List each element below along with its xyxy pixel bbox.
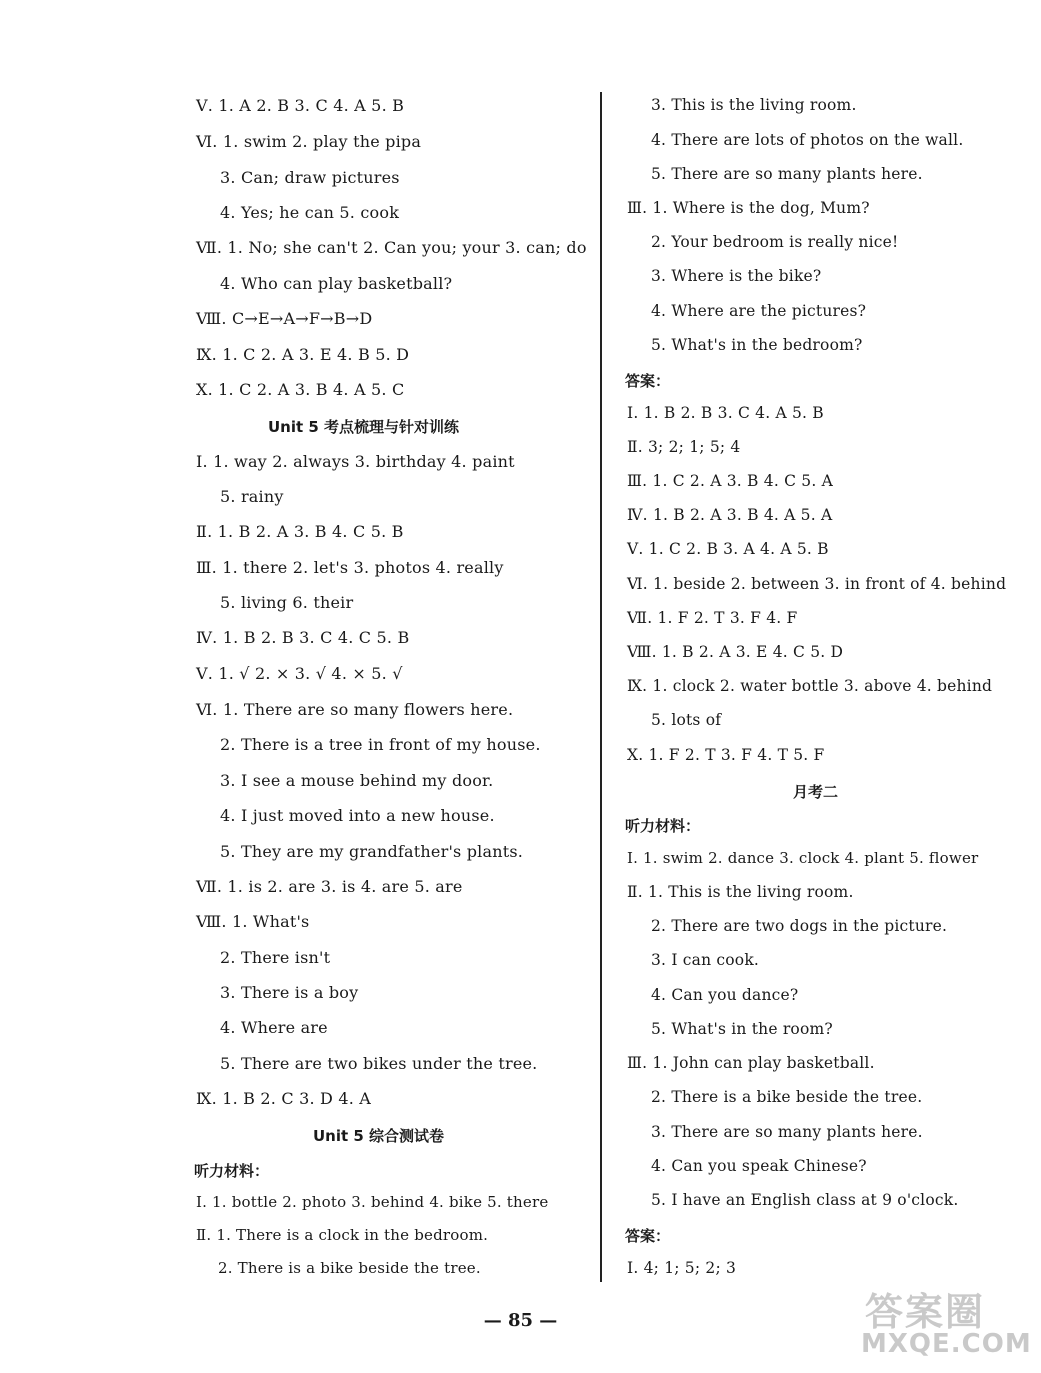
answer-line: Ⅶ. 1. No; she can't 2. Can you; your 3. can; do [196, 238, 587, 257]
answer-line: Ⅴ. 1. A 2. B 3. C 4. A 5. B [196, 96, 405, 115]
answer-line: Ⅷ. C→E→A→F→B→D [196, 309, 373, 328]
answer-line: 3. I can cook. [651, 951, 760, 969]
answer-line: Ⅲ. 1. John can play basketball. [627, 1054, 875, 1072]
subsection-heading: 答案： [625, 372, 671, 390]
answer-line: 5. There are two bikes under the tree. [220, 1054, 538, 1073]
answer-line: Ⅵ. 1. beside 2. between 3. in front of 4. behind [627, 575, 1007, 593]
answer-line: Ⅸ. 1. C 2. A 3. E 4. B 5. D [196, 345, 410, 364]
answer-line: 5. lots of [651, 711, 722, 729]
answer-line: 4. There are lots of photos on the wall. [651, 131, 964, 149]
answer-line: 4. Can you dance? [651, 986, 799, 1004]
answer-line: 2. Your bedroom is really nice! [651, 233, 899, 251]
answer-line: Ⅴ. 1. C 2. B 3. A 4. A 5. B [627, 540, 829, 558]
answer-line: Ⅱ. 1. B 2. A 3. B 4. C 5. B [196, 522, 404, 541]
watermark-text-en: MXQE.COM [861, 1329, 1032, 1359]
watermark-logo [861, 1281, 1031, 1359]
answer-line: 3. Can; draw pictures [220, 168, 400, 187]
answer-line: Ⅰ. 1. way 2. always 3. birthday 4. paint [196, 452, 515, 471]
answer-line: 3. I see a mouse behind my door. [220, 771, 494, 790]
answer-line: 2. There are two dogs in the picture. [651, 917, 948, 935]
answer-line: 3. There are so many plants here. [651, 1123, 923, 1141]
answer-line: 4. I just moved into a new house. [220, 806, 495, 825]
answer-line: 3. There is a boy [220, 983, 359, 1002]
answer-line: 5. I have an English class at 9 o'clock. [651, 1191, 959, 1209]
answer-line: 4. Can you speak Chinese? [651, 1157, 867, 1175]
answer-line: Ⅵ. 1. There are so many flowers here. [196, 700, 514, 719]
answer-line: 5. living 6. their [220, 593, 354, 612]
subsection-heading: 听力材料： [194, 1162, 270, 1180]
answer-line: 3. Where is the bike? [651, 267, 822, 285]
answer-line: Ⅱ. 3; 2; 1; 5; 4 [627, 438, 741, 456]
answer-line: Ⅸ. 1. B 2. C 3. D 4. A [196, 1089, 372, 1108]
answer-line: 2. There is a tree in front of my house. [220, 735, 541, 754]
subsection-heading: 听力材料： [625, 817, 701, 835]
answer-line: 5. rainy [220, 487, 284, 506]
section-heading: 月考二 [793, 783, 839, 801]
answer-line: 4. Where are [220, 1018, 328, 1037]
answer-line: 4. Who can play basketball? [220, 274, 453, 293]
answer-line: Ⅰ. 1. swim 2. dance 3. clock 4. plant 5. flower [627, 849, 979, 867]
answer-line: Ⅹ. 1. F 2. T 3. F 4. T 5. F [627, 746, 825, 764]
section-heading: Unit 5 考点梳理与针对训练 [268, 418, 460, 436]
answer-line: Ⅰ. 4; 1; 5; 2; 3 [627, 1259, 737, 1277]
answer-line: 5. What's in the room? [651, 1020, 833, 1038]
answer-line: Ⅷ. 1. B 2. A 3. E 4. C 5. D [627, 643, 844, 661]
answer-line: Ⅴ. 1. √ 2. × 3. √ 4. × 5. √ [196, 664, 403, 683]
answer-line: 5. There are so many plants here. [651, 165, 923, 183]
answer-line: Ⅲ. 1. C 2. A 3. B 4. C 5. A [627, 472, 833, 490]
answer-line: 2. There is a bike beside the tree. [218, 1259, 481, 1277]
page-number: — 85 — [483, 1310, 558, 1331]
answer-line: Ⅱ. 1. There is a clock in the bedroom. [196, 1226, 489, 1244]
answer-line: Ⅳ. 1. B 2. B 3. C 4. C 5. B [196, 628, 410, 647]
answer-line: Ⅶ. 1. is 2. are 3. is 4. are 5. are [196, 877, 463, 896]
answer-line: Ⅰ. 1. bottle 2. photo 3. behind 4. bike 5. there [196, 1193, 549, 1211]
answer-line: Ⅲ. 1. there 2. let's 3. photos 4. really [196, 558, 504, 577]
answer-line: Ⅹ. 1. C 2. A 3. B 4. A 5. C [196, 380, 405, 399]
watermark-text-cn: 答案圈 [865, 1290, 986, 1334]
answer-line: Ⅵ. 1. swim 2. play the pipa [196, 132, 422, 151]
answer-line: Ⅷ. 1. What's [196, 912, 310, 931]
answer-line: 4. Yes; he can 5. cook [220, 203, 400, 222]
answer-line: 4. Where are the pictures? [651, 302, 867, 320]
column-divider [600, 92, 602, 1282]
answer-line: Ⅳ. 1. B 2. A 3. B 4. A 5. A [627, 506, 833, 524]
subsection-heading: 答案： [625, 1227, 671, 1245]
answer-line: 2. There isn't [220, 948, 331, 967]
answer-line: Ⅶ. 1. F 2. T 3. F 4. F [627, 609, 798, 627]
answer-line: 5. What's in the bedroom? [651, 336, 863, 354]
answer-line: 5. They are my grandfather's plants. [220, 842, 524, 861]
answer-line: Ⅱ. 1. This is the living room. [627, 883, 854, 901]
answer-line: Ⅸ. 1. clock 2. water bottle 3. above 4. behind [627, 677, 993, 695]
answer-line: Ⅲ. 1. Where is the dog, Mum? [627, 199, 870, 217]
answer-line: 3. This is the living room. [651, 96, 857, 114]
answer-line: Ⅰ. 1. B 2. B 3. C 4. A 5. B [627, 404, 824, 422]
answer-line: 2. There is a bike beside the tree. [651, 1088, 923, 1106]
section-heading: Unit 5 综合测试卷 [313, 1127, 445, 1145]
